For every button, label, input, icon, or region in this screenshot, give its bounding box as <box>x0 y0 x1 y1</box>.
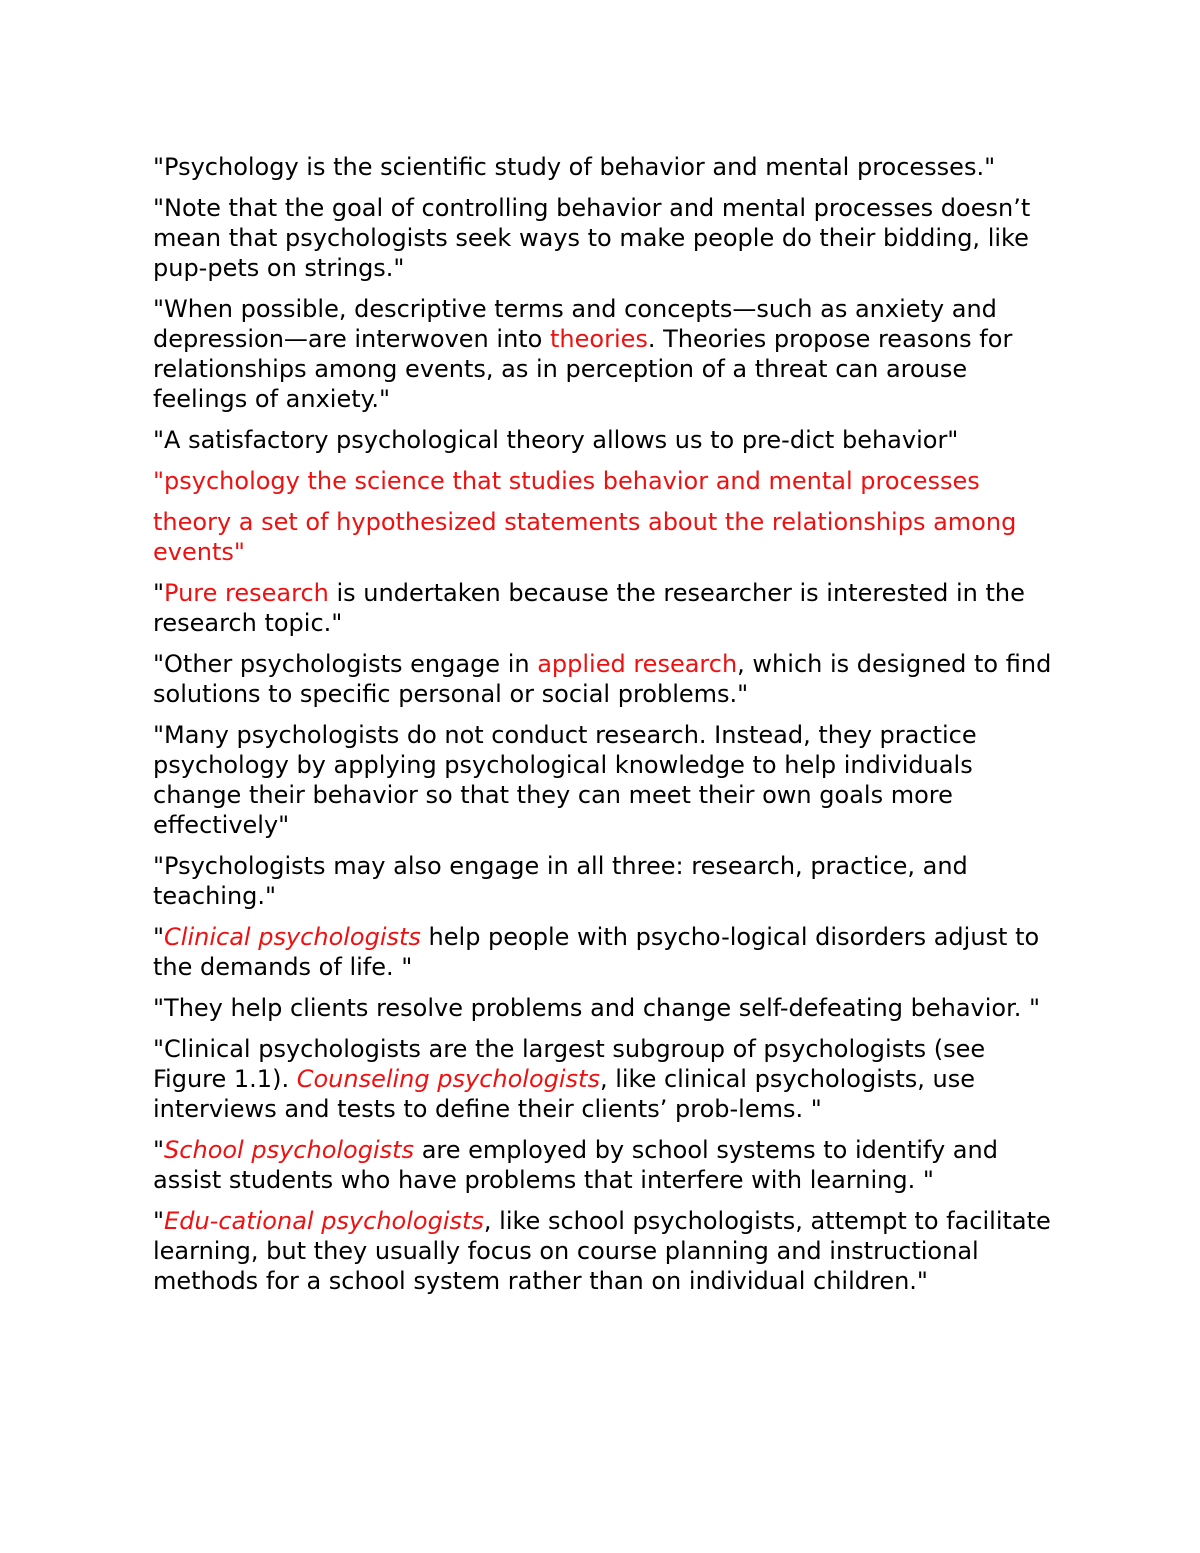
text-segment: , which is designed to find solutions to specific personal or social problems." <box>153 650 1052 708</box>
text-segment: "Psychology is the scientific study of behavior and mental processes." <box>153 153 996 181</box>
text-segment: "Psychologists may also engage in all three: research, practice, and teaching." <box>153 852 968 910</box>
paragraph-theory-predict <box>153 425 1063 455</box>
paragraph-glossary-theory <box>153 507 1063 567</box>
document-body <box>153 152 1063 1307</box>
text-segment: "Note that the goal of controlling behavior and mental processes doesn’t mean that psychologists seek ways to make people do their bidding, like pup-pets on strings." <box>153 194 1031 282</box>
paragraph-applied-research <box>153 649 1063 709</box>
highlighted-term-applied-research: applied research <box>537 650 738 678</box>
paragraph-definition-psychology <box>153 152 1063 182</box>
text-segment: " <box>153 923 165 951</box>
text-segment: "They help clients resolve problems and change self-defeating behavior. " <box>153 994 1041 1022</box>
highlighted-term-pure-research: Pure research <box>164 579 329 607</box>
text-segment: help people with psycho-logical disorders adjust to the demands of life. " <box>153 923 1040 981</box>
text-segment: "Other psychologists engage in <box>153 650 538 678</box>
text-segment: is undertaken because the researcher is interested in the research topic." <box>153 579 1025 637</box>
paragraph-all-three <box>153 851 1063 911</box>
text-segment: " <box>153 1207 165 1235</box>
paragraph-educational-psychologists <box>153 1206 1063 1296</box>
text-segment: " <box>153 1136 165 1164</box>
paragraph-clinical-psychologists <box>153 922 1063 982</box>
highlighted-term-educational-psychologists: Edu-cational psychologists <box>164 1207 484 1235</box>
paragraph-school-psychologists <box>153 1135 1063 1195</box>
highlighted-term-clinical-psychologists: Clinical psychologists <box>164 923 421 951</box>
paragraph-pure-research <box>153 578 1063 638</box>
text-segment: , like school psychologists, attempt to facilitate learning, but they usually focus on course planning and instructional methods for a school system rather than on individual children." <box>153 1207 1051 1295</box>
text-segment: , like clinical psychologists, use interviews and tests to define their clients’ prob-lems. " <box>153 1065 976 1123</box>
text-segment: . Theories propose reasons for relationships among events, as in perception of a threat can arouse feelings of anxiety." <box>153 325 1013 413</box>
paragraph-goal-controlling <box>153 193 1063 283</box>
text-segment: "When possible, descriptive terms and concepts—such as anxiety and depression—are interwoven into <box>153 295 997 353</box>
glossary-definition: theory a set of hypothesized statements about the relationships among events" <box>153 508 1017 566</box>
highlighted-term-counseling-psychologists: Counseling psychologists <box>296 1065 600 1093</box>
text-segment: are employed by school systems to identify and assist students who have problems that interfere with learning. " <box>153 1136 998 1194</box>
highlighted-term-theories: theories <box>550 325 648 353</box>
paragraph-practice <box>153 720 1063 840</box>
paragraph-theories <box>153 294 1063 414</box>
glossary-definition: "psychology the science that studies behavior and mental processes <box>153 467 980 495</box>
paragraph-glossary-psychology <box>153 466 1063 496</box>
highlighted-term-school-psychologists: School psychologists <box>164 1136 415 1164</box>
text-segment: "Clinical psychologists are the largest subgroup of psychologists (see Figure 1.1). <box>153 1035 986 1093</box>
text-segment: " <box>153 579 165 607</box>
text-segment: "Many psychologists do not conduct research. Instead, they practice psychology by applying psychological knowledge to help individuals change their behavior so that they can meet their own goals more effectively" <box>153 721 977 839</box>
text-segment: "A satisfactory psychological theory allows us to pre-dict behavior" <box>153 426 959 454</box>
paragraph-counseling-psychologists <box>153 1034 1063 1124</box>
paragraph-help-clients <box>153 993 1063 1023</box>
